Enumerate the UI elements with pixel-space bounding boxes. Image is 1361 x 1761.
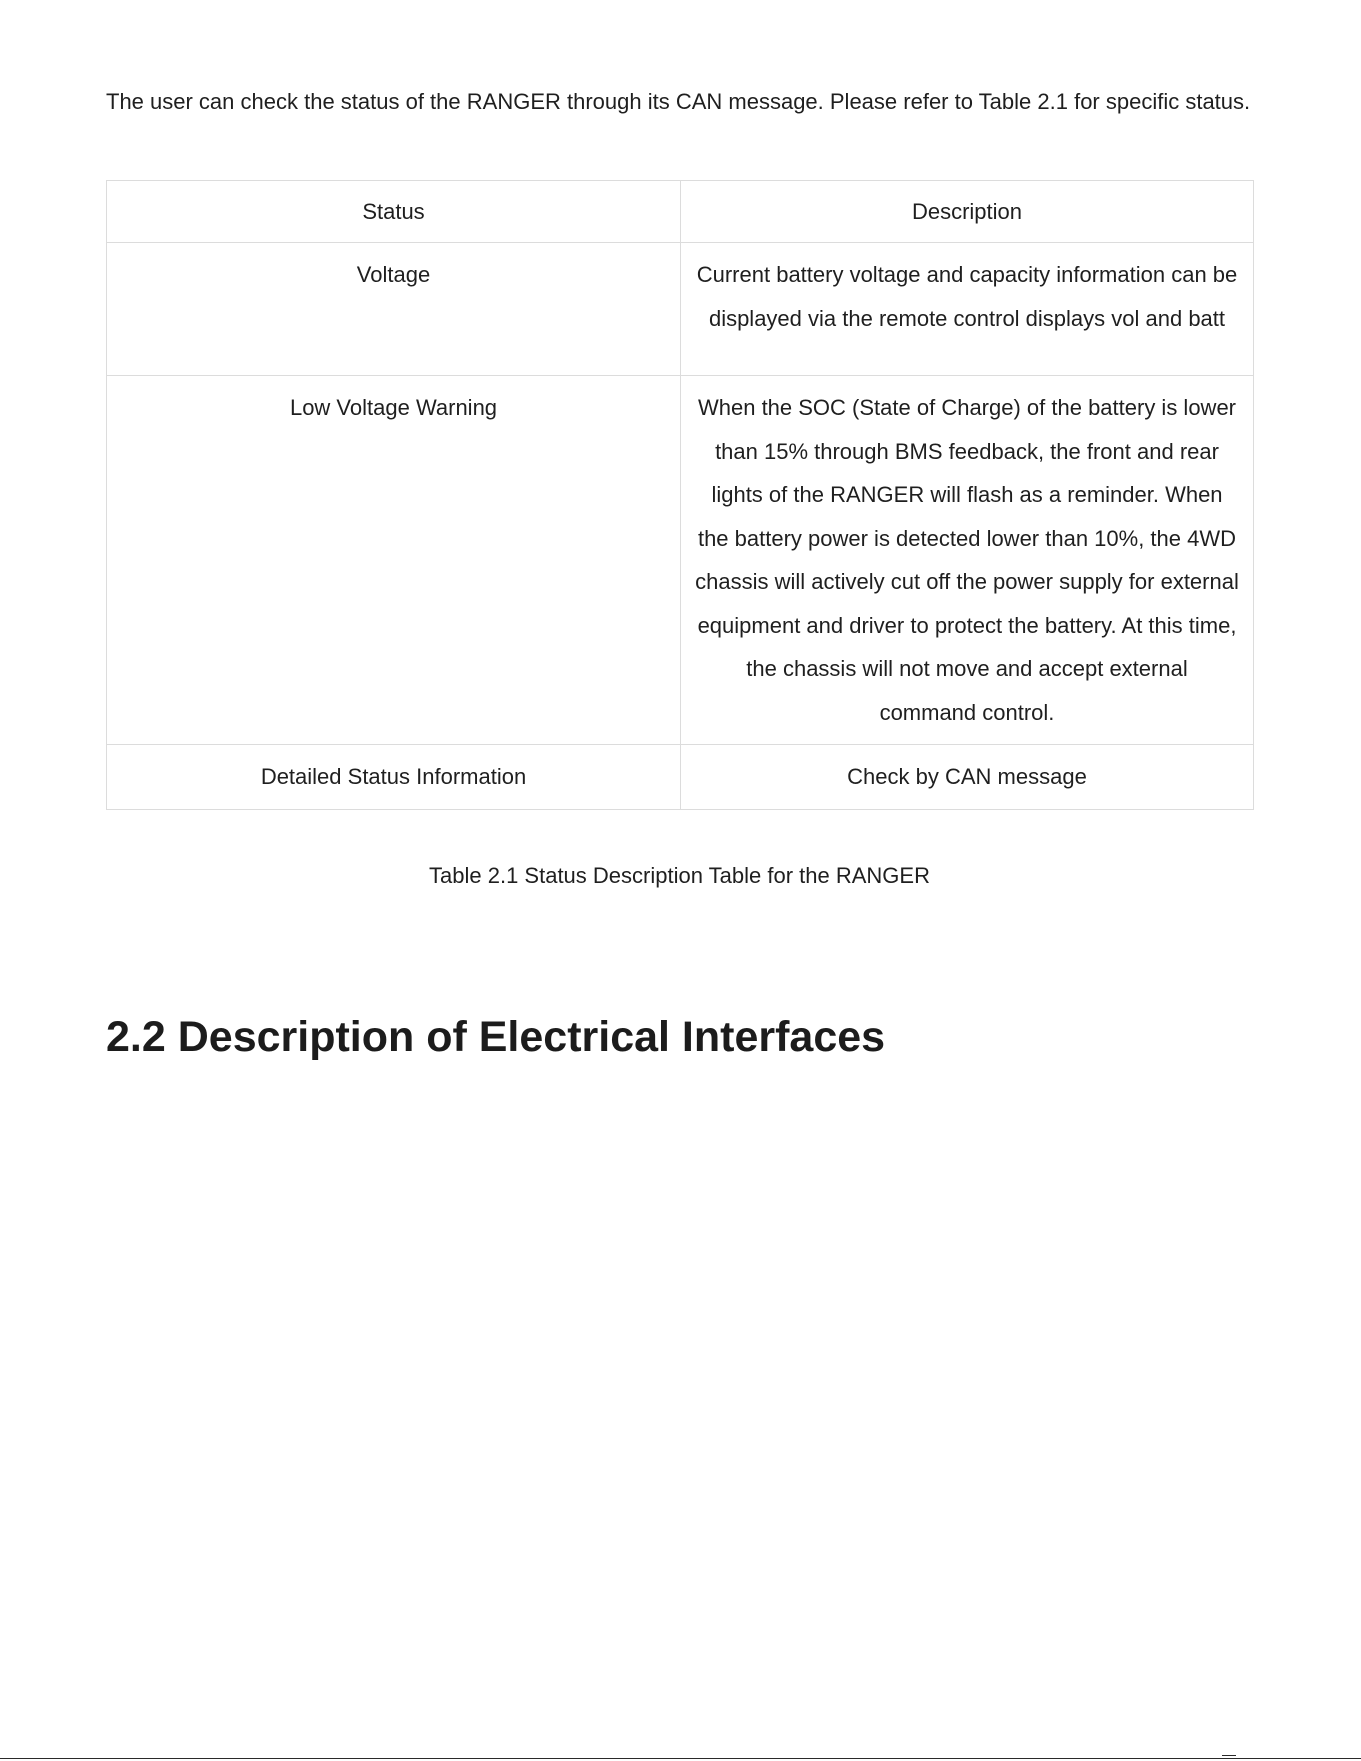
table-row bbox=[107, 243, 1254, 376]
table-row bbox=[107, 745, 1254, 810]
description-cell: Current battery voltage and capacity information can be displayed via the remote control displays vol and batt bbox=[681, 243, 1254, 376]
table-caption: Table 2.1 Status Description Table for the RANGER bbox=[429, 863, 930, 888]
header-status: Status bbox=[107, 181, 681, 243]
intro-paragraph: The user can check the status of the RANGER through its CAN message. Please refer to Table 2.1 for specific status. bbox=[106, 89, 1251, 114]
table-header-row bbox=[107, 181, 1254, 243]
status-cell: Low Voltage Warning bbox=[107, 376, 681, 745]
header-description: Description bbox=[681, 181, 1254, 243]
bottom-rule bbox=[0, 1758, 1361, 1759]
table-row bbox=[107, 376, 1254, 745]
section-heading: 2.2 Description of Electrical Interfaces bbox=[106, 1013, 886, 1061]
status-cell: Voltage bbox=[107, 243, 681, 376]
status-table bbox=[106, 180, 1254, 810]
status-cell: Detailed Status Information bbox=[107, 745, 681, 810]
description-cell: Check by CAN message bbox=[681, 745, 1254, 810]
corner-mark bbox=[1222, 1755, 1236, 1756]
description-cell: When the SOC (State of Charge) of the battery is lower than 15% through BMS feedback, the front and rear lights of the RANGER will flash as a reminder. When the battery power is detected lower than 10%, the 4WD chassis will actively cut off the power supply for external equipment and driver to protect the battery. At this time, the chassis will not move and accept external command control. bbox=[681, 376, 1254, 745]
